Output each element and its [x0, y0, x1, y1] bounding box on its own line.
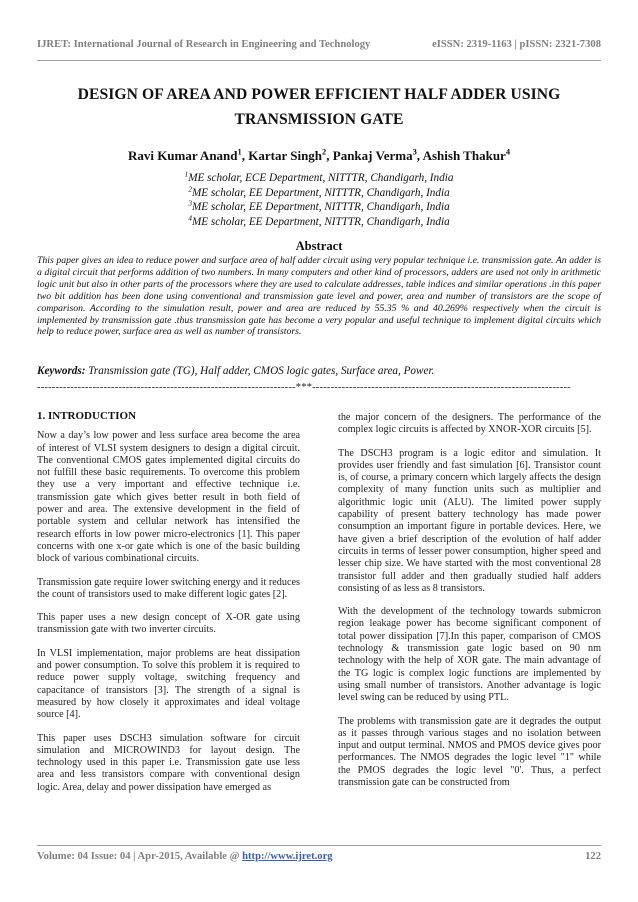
header-rule: [37, 60, 601, 61]
abstract-text: This paper gives an idea to reduce power and surface area of half adder circuit using very popular technique i.e. transmission gate. An adder is a digital circuit that performs addition of two numbers. In many computers and other kind of processors, adders are used not only in arithmetic logic unit but also in other parts of the processors where they are used to calculate addresses, table indices and similar operations .in this paper two bit addition has been done using conventional and transmission gate level and power, area and number of transistors are the scope of comparison. According to the simulation result, power and area are reduced by 55.35 % and 40.269% respectively when the circuit is implemented by transmission gate .thus transmission gate has become a very popular and useful technique to implement digital circuits which help to reduce power, surface area as well as number of transistors.: [37, 255, 601, 338]
author: Ashish Thakur$^4$: [422, 146, 511, 163]
right-column: [338, 412, 601, 800]
journal-name: IJRET: International Journal of Research in Engineering and Technology: [37, 39, 371, 50]
paragraph: Now a day’s low power and less surface area become the area of interest of VLSI system designers to design a digital circuit. The conventional CMOS gates implemented digital circuits do not fulfill these basic requirements. To overcome this problem they use a very important and effective technique i.e. transmission gate which gives better result in both field of power and area. The extensive development in the field of portable system and cellular network has intensified the research efforts in low power micro-electronics [1]. This paper concerns with one x-or gate which is one of the basic building block of various combinational circuits.: [37, 430, 300, 565]
issn-info: eISSN: 2319-1163 | pISSN: 2321-7308: [432, 39, 601, 50]
paper-title: [30, 82, 608, 132]
left-column: [37, 410, 300, 805]
title-line-1: DESIGN OF AREA AND POWER EFFICIENT HALF ADDER USING: [77, 86, 561, 103]
paragraph: In VLSI implementation, major problems are heat dissipation and power consumption. To solve this problem it is required to reduce power supply voltage, switching frequency and capacitance of transistors [3]. The strength of a signal is measured by how closely it approximates and ideal voltage source [4].: [37, 647, 300, 721]
running-header: [37, 39, 601, 55]
affiliation: $^4$ME scholar, EE Department, NITTTR, Chandigarh, India: [188, 214, 450, 228]
volume-info: Volume: 04 Issue: 04 | Apr-2015, Available @ http://www.ijret.org: [37, 851, 333, 862]
journal-link[interactable]: http://www.ijret.org: [242, 851, 333, 862]
affiliation-list: [0, 171, 638, 229]
section-divider: ----------------------------------------------------------------------***----------------------------------------------------------------------: [37, 382, 571, 393]
paragraph: The DSCH3 program is a logic editor and simulation. It provides user friendly and fast simulation [6]. Transistor count is, of course, a primary concern which largely affects the design complexity of many function units such as multiplier and algorithmic logic unit (ALU). The limited power supply capability of present battery technology has made power consumption an important figure in portable devices. Here, we have given a brief description of the evolution of half adder circuits in terms of lesser power consumption, higher speed and lesser chip size. We have started with the most conventional 28 transistor full adder and then gradually studied half adders consisting of as less as 8 transistors.: [338, 447, 601, 594]
affiliation: $^1$ME scholar, ECE Department, NITTTR, Chandigarh, India: [184, 170, 454, 184]
author: Kartar Singh$^2$,: [248, 146, 333, 163]
keywords-value: Transmission gate (TG), Half adder, CMOS logic gates, Surface area, Power.: [88, 365, 435, 377]
section-heading-introduction: 1. INTRODUCTION: [37, 410, 137, 422]
paragraph: Transmission gate require lower switching energy and it reduces the count of transistors used to make different logic gates [2].: [37, 576, 300, 600]
keywords: [37, 365, 601, 377]
page-number: 122: [585, 851, 601, 862]
paragraph: This paper uses DSCH3 simulation software for circuit simulation and MICROWIND3 for layout design. The technology used in this paper i.e. Transmission gate use less area and less transistors compare with conventional design logic. Area, delay and power dissipation have emerged as: [37, 732, 300, 793]
footer-rule: [37, 845, 601, 846]
paragraph: The problems with transmission gate are it degrades the output as it passes through various stages and no isolation between input and output terminal. NMOS and PMOS device gives poor performances. The NMOS degrades the logic level "1" while the PMOS degrades the logic level "0'. Thus, a perfect transmission gate can be constructed from: [338, 715, 601, 789]
title-line-2: TRANSMISSION GATE: [234, 111, 404, 128]
paragraph: the major concern of the designers. The performance of the complex logic circuits is affected by XNOR-XOR circuits [5].: [338, 412, 601, 436]
abstract-heading: Abstract: [295, 239, 343, 253]
paragraph: With the development of the technology towards submicron region leakage power has become significant component of total power dissipation [7].In this paper, comparison of CMOS technology & transmission gate logic based on 90 nm technology with the help of XOR gate. The main advantage of the TG logic is complex logic functions are implemented by using small number of transistors. Another advantage is logic level swing can be reduced by using PTL.: [338, 606, 601, 704]
author-list: [0, 148, 638, 164]
author: Ravi Kumar Anand$^1$,: [127, 146, 249, 163]
keywords-label: Keywords:: [37, 365, 86, 377]
running-footer: [37, 851, 601, 862]
author: Pankaj Verma$^3$,: [332, 146, 423, 163]
paragraph: This paper uses a new design concept of X-OR gate using transmission gate with two inverter circuits.: [37, 612, 300, 636]
affiliation: $^3$ME scholar, EE Department, NITTTR, Chandigarh, India: [188, 199, 450, 214]
affiliation: $^2$ME scholar, EE Department, NITTTR, Chandigarh, India: [188, 184, 450, 199]
